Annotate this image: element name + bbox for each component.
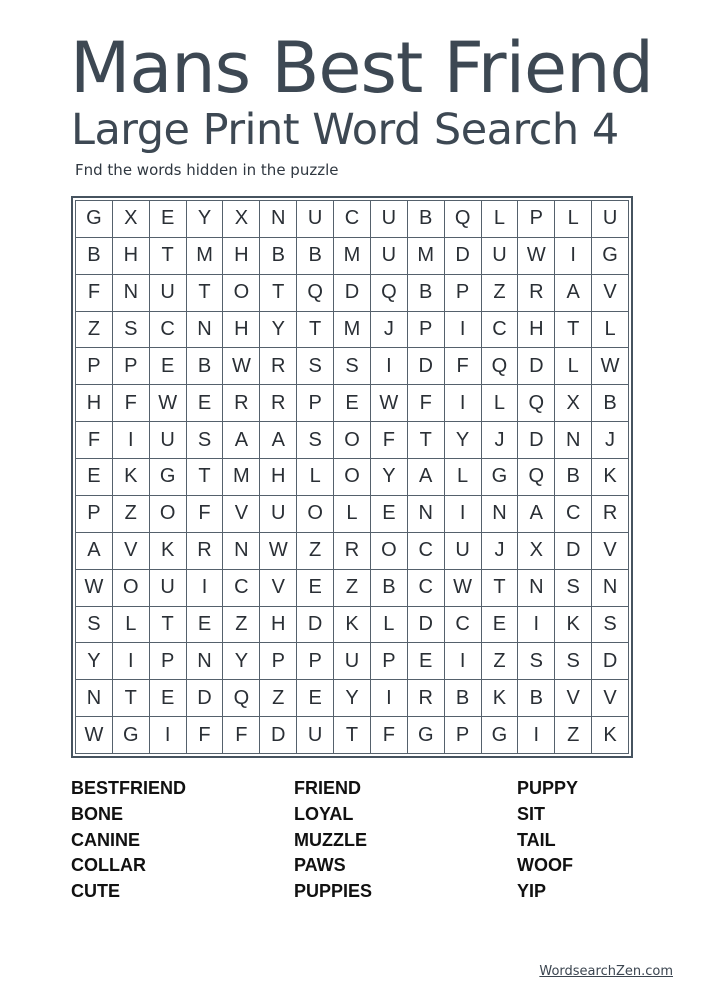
grid-cell[interactable]: G — [150, 459, 187, 496]
grid-cell[interactable]: P — [150, 643, 187, 680]
word-item: WOOF — [517, 855, 573, 876]
grid-cell[interactable]: Q — [371, 275, 408, 312]
grid-cell[interactable]: N — [113, 275, 150, 312]
word-item: SIT — [517, 803, 546, 824]
page-subtitle: Large Print Word Search 4 — [71, 105, 619, 155]
grid-cell[interactable]: P — [76, 496, 113, 533]
grid-cell[interactable]: Y — [334, 680, 371, 717]
grid-cell[interactable]: M — [334, 312, 371, 349]
grid-cell[interactable]: F — [371, 422, 408, 459]
grid-cell[interactable]: W — [223, 348, 260, 385]
grid-cell[interactable]: S — [555, 570, 592, 607]
grid-cell[interactable]: E — [408, 643, 445, 680]
grid-cell[interactable]: J — [592, 422, 629, 459]
grid-cell[interactable]: C — [445, 607, 482, 644]
grid-cell[interactable]: S — [297, 422, 334, 459]
grid-cell[interactable]: V — [223, 496, 260, 533]
grid-cell[interactable]: I — [150, 717, 187, 754]
grid-cell[interactable]: U — [371, 238, 408, 275]
grid-cell[interactable]: H — [260, 607, 297, 644]
grid-cell[interactable]: Z — [334, 570, 371, 607]
grid-cell[interactable]: P — [518, 201, 555, 238]
grid-cell[interactable]: T — [482, 570, 519, 607]
grid-cell[interactable]: N — [592, 570, 629, 607]
grid-cell[interactable]: W — [260, 533, 297, 570]
grid-cell[interactable]: I — [371, 348, 408, 385]
grid-cell[interactable]: M — [334, 238, 371, 275]
grid-cell[interactable]: W — [445, 570, 482, 607]
grid-cell[interactable]: R — [408, 680, 445, 717]
grid-cell[interactable]: C — [150, 312, 187, 349]
grid-cell[interactable]: V — [592, 680, 629, 717]
grid-cell[interactable]: G — [76, 201, 113, 238]
grid-cell[interactable]: Q — [445, 201, 482, 238]
grid-cell[interactable]: Z — [223, 607, 260, 644]
grid-cell[interactable]: U — [334, 643, 371, 680]
grid-cell[interactable]: I — [445, 385, 482, 422]
grid-cell[interactable]: V — [555, 680, 592, 717]
grid-cell[interactable]: S — [334, 348, 371, 385]
grid-cell[interactable]: T — [113, 680, 150, 717]
grid-cell[interactable]: E — [371, 496, 408, 533]
grid-cell[interactable]: V — [113, 533, 150, 570]
grid-cell[interactable]: I — [518, 607, 555, 644]
grid-cell[interactable]: H — [518, 312, 555, 349]
grid-cell[interactable]: R — [223, 385, 260, 422]
grid-cell[interactable]: S — [518, 643, 555, 680]
grid-cell[interactable]: Q — [223, 680, 260, 717]
grid-cell[interactable]: B — [592, 385, 629, 422]
grid-cell[interactable]: K — [113, 459, 150, 496]
grid-cell[interactable]: I — [445, 496, 482, 533]
grid-cell[interactable]: H — [223, 312, 260, 349]
grid-cell[interactable]: E — [297, 680, 334, 717]
grid-cell[interactable]: I — [187, 570, 224, 607]
grid-cell[interactable]: A — [76, 533, 113, 570]
grid-cell[interactable]: T — [260, 275, 297, 312]
grid-cell[interactable]: P — [371, 643, 408, 680]
grid-cell[interactable]: F — [408, 385, 445, 422]
grid-cell[interactable]: K — [592, 717, 629, 754]
grid-cell[interactable]: E — [187, 607, 224, 644]
grid-cell[interactable]: B — [408, 201, 445, 238]
grid-cell[interactable]: N — [260, 201, 297, 238]
grid-cell[interactable]: U — [371, 201, 408, 238]
grid-cell[interactable]: A — [518, 496, 555, 533]
grid-cell[interactable]: L — [482, 385, 519, 422]
grid-cell[interactable]: F — [371, 717, 408, 754]
grid-cell[interactable]: L — [445, 459, 482, 496]
grid-cell[interactable]: Y — [76, 643, 113, 680]
grid-cell[interactable]: S — [297, 348, 334, 385]
word-item: COLLAR — [71, 855, 146, 876]
grid-cell[interactable]: K — [555, 607, 592, 644]
grid-cell[interactable]: N — [187, 643, 224, 680]
grid-cell[interactable]: I — [113, 643, 150, 680]
grid-cell[interactable]: U — [592, 201, 629, 238]
grid-cell[interactable]: B — [76, 238, 113, 275]
grid-cell[interactable]: D — [260, 717, 297, 754]
grid-cell[interactable]: W — [76, 717, 113, 754]
grid-cell[interactable]: B — [445, 680, 482, 717]
grid-cell[interactable]: Q — [482, 348, 519, 385]
grid-cell[interactable]: Z — [482, 643, 519, 680]
grid-cell[interactable]: A — [223, 422, 260, 459]
grid-cell[interactable]: Q — [518, 385, 555, 422]
grid-cell[interactable]: L — [482, 201, 519, 238]
grid-cell[interactable]: Z — [555, 717, 592, 754]
grid-cell[interactable]: L — [555, 201, 592, 238]
grid-cell[interactable]: U — [297, 201, 334, 238]
word-list-column — [517, 776, 631, 905]
grid-cell[interactable]: P — [297, 643, 334, 680]
grid-cell[interactable]: B — [555, 459, 592, 496]
grid-cell[interactable]: Y — [223, 643, 260, 680]
grid-cell[interactable]: G — [592, 238, 629, 275]
grid-cell[interactable]: H — [223, 238, 260, 275]
grid-cell[interactable]: S — [592, 607, 629, 644]
grid-cell[interactable]: E — [150, 201, 187, 238]
grid-cell[interactable]: V — [260, 570, 297, 607]
grid-cell[interactable]: M — [187, 238, 224, 275]
grid-cell[interactable]: T — [150, 607, 187, 644]
word-item: CUTE — [71, 881, 120, 902]
grid-cell[interactable]: X — [518, 533, 555, 570]
grid-cell[interactable]: W — [76, 570, 113, 607]
grid-cell[interactable]: F — [445, 348, 482, 385]
grid-cell[interactable]: E — [150, 680, 187, 717]
grid-cell[interactable]: C — [408, 570, 445, 607]
grid-cell[interactable]: X — [113, 201, 150, 238]
grid-cell[interactable]: C — [482, 312, 519, 349]
grid-cell[interactable]: R — [187, 533, 224, 570]
grid-cell[interactable]: B — [187, 348, 224, 385]
grid-cell[interactable]: P — [76, 348, 113, 385]
grid-cell[interactable]: P — [408, 312, 445, 349]
grid-cell[interactable]: N — [408, 496, 445, 533]
grid-cell[interactable]: D — [518, 422, 555, 459]
grid-cell[interactable]: H — [76, 385, 113, 422]
grid-cell[interactable]: O — [297, 496, 334, 533]
grid-cell[interactable]: I — [371, 680, 408, 717]
grid-cell[interactable]: G — [113, 717, 150, 754]
grid-cell[interactable]: P — [445, 717, 482, 754]
word-item: BESTFRIEND — [71, 778, 187, 798]
puzzle-grid — [75, 200, 629, 754]
grid-cell[interactable]: X — [223, 201, 260, 238]
grid-cell[interactable]: D — [592, 643, 629, 680]
grid-cell[interactable]: K — [482, 680, 519, 717]
grid-cell[interactable]: W — [518, 238, 555, 275]
grid-cell[interactable]: F — [223, 717, 260, 754]
grid-cell[interactable]: B — [408, 275, 445, 312]
grid-cell[interactable]: U — [297, 717, 334, 754]
grid-cell[interactable]: F — [187, 496, 224, 533]
grid-cell[interactable]: L — [334, 496, 371, 533]
grid-cell[interactable]: Y — [187, 201, 224, 238]
grid-cell[interactable]: F — [187, 717, 224, 754]
grid-cell[interactable]: G — [482, 717, 519, 754]
grid-cell[interactable]: C — [408, 533, 445, 570]
grid-cell[interactable]: L — [297, 459, 334, 496]
grid-cell[interactable]: W — [150, 385, 187, 422]
grid-cell[interactable]: H — [113, 238, 150, 275]
grid-cell[interactable]: O — [223, 275, 260, 312]
grid-cell[interactable]: K — [150, 533, 187, 570]
grid-cell[interactable]: L — [371, 607, 408, 644]
grid-cell[interactable]: N — [223, 533, 260, 570]
grid-cell[interactable]: U — [482, 238, 519, 275]
grid-cell[interactable]: N — [76, 680, 113, 717]
grid-cell[interactable]: A — [555, 275, 592, 312]
grid-cell[interactable]: I — [518, 717, 555, 754]
grid-cell[interactable]: V — [592, 533, 629, 570]
grid-cell[interactable]: D — [518, 348, 555, 385]
grid-cell[interactable]: D — [408, 348, 445, 385]
grid-cell[interactable]: W — [592, 348, 629, 385]
grid-cell[interactable]: J — [482, 422, 519, 459]
word-list-column — [71, 776, 294, 905]
grid-cell[interactable]: P — [260, 643, 297, 680]
grid-cell[interactable]: M — [223, 459, 260, 496]
grid-cell[interactable]: N — [518, 570, 555, 607]
grid-cell[interactable]: Q — [297, 275, 334, 312]
grid-cell[interactable]: R — [260, 348, 297, 385]
grid-cell[interactable]: Z — [113, 496, 150, 533]
grid-cell[interactable]: P — [445, 275, 482, 312]
grid-cell[interactable]: C — [223, 570, 260, 607]
grid-cell[interactable]: C — [334, 201, 371, 238]
grid-cell[interactable]: P — [297, 385, 334, 422]
grid-cell[interactable]: A — [408, 459, 445, 496]
grid-cell[interactable]: R — [518, 275, 555, 312]
grid-cell[interactable]: J — [371, 312, 408, 349]
grid-cell[interactable]: T — [334, 717, 371, 754]
word-item: PUPPY — [517, 778, 579, 798]
grid-cell[interactable]: X — [555, 385, 592, 422]
grid-cell[interactable]: D — [445, 238, 482, 275]
grid-cell[interactable]: D — [187, 680, 224, 717]
grid-cell[interactable]: Y — [371, 459, 408, 496]
grid-cell[interactable]: N — [555, 422, 592, 459]
grid-cell[interactable]: P — [113, 348, 150, 385]
grid-cell[interactable]: O — [113, 570, 150, 607]
grid-cell[interactable]: V — [592, 275, 629, 312]
grid-cell[interactable]: Y — [260, 312, 297, 349]
grid-cell[interactable]: N — [187, 312, 224, 349]
grid-cell[interactable]: I — [445, 312, 482, 349]
grid-cell[interactable]: E — [482, 607, 519, 644]
word-item: PAWS — [294, 855, 346, 876]
grid-cell[interactable]: U — [445, 533, 482, 570]
grid-cell[interactable]: Z — [297, 533, 334, 570]
grid-cell[interactable]: G — [408, 717, 445, 754]
grid-cell[interactable]: E — [76, 459, 113, 496]
grid-cell[interactable]: T — [187, 275, 224, 312]
grid-cell[interactable]: L — [592, 312, 629, 349]
word-item: BONE — [71, 803, 124, 824]
site-link[interactable]: WordsearchZen.com — [539, 964, 673, 979]
page-title: Mans Best Friend — [70, 27, 653, 109]
grid-cell[interactable]: O — [150, 496, 187, 533]
grid-cell[interactable]: U — [150, 275, 187, 312]
grid-cell[interactable]: I — [555, 238, 592, 275]
grid-cell[interactable]: S — [113, 312, 150, 349]
grid-cell[interactable]: D — [408, 607, 445, 644]
grid-cell[interactable]: F — [113, 385, 150, 422]
grid-cell[interactable]: K — [592, 459, 629, 496]
grid-cell[interactable]: H — [260, 459, 297, 496]
word-item: YIP — [517, 881, 547, 902]
grid-cell[interactable]: B — [260, 238, 297, 275]
grid-cell[interactable]: M — [408, 238, 445, 275]
word-item: CANINE — [71, 829, 141, 850]
grid-cell[interactable]: D — [555, 533, 592, 570]
word-item: LOYAL — [294, 803, 354, 824]
grid-cell[interactable]: Y — [445, 422, 482, 459]
grid-cell[interactable]: I — [113, 422, 150, 459]
grid-cell[interactable]: T — [150, 238, 187, 275]
grid-cell[interactable]: G — [482, 459, 519, 496]
grid-cell[interactable]: D — [334, 275, 371, 312]
grid-cell[interactable]: C — [555, 496, 592, 533]
grid-cell[interactable]: B — [518, 680, 555, 717]
grid-cell[interactable]: L — [113, 607, 150, 644]
grid-cell[interactable]: F — [76, 275, 113, 312]
grid-cell[interactable]: D — [297, 607, 334, 644]
grid-cell[interactable]: B — [371, 570, 408, 607]
grid-cell[interactable]: U — [260, 496, 297, 533]
grid-cell[interactable]: Z — [482, 275, 519, 312]
grid-cell[interactable]: S — [187, 422, 224, 459]
grid-cell[interactable]: R — [334, 533, 371, 570]
grid-cell[interactable]: E — [150, 348, 187, 385]
grid-cell[interactable]: U — [150, 422, 187, 459]
grid-cell[interactable]: R — [260, 385, 297, 422]
grid-cell[interactable]: W — [371, 385, 408, 422]
instructions-text: Fnd the words hidden in the puzzle — [75, 161, 339, 179]
grid-cell[interactable]: R — [592, 496, 629, 533]
grid-cell[interactable]: L — [555, 348, 592, 385]
grid-cell[interactable]: E — [187, 385, 224, 422]
word-item: MUZZLE — [294, 829, 367, 850]
grid-cell[interactable]: S — [76, 607, 113, 644]
word-item: FRIEND — [294, 778, 361, 798]
grid-cell[interactable]: O — [334, 459, 371, 496]
grid-cell[interactable]: J — [482, 533, 519, 570]
grid-cell[interactable]: T — [187, 459, 224, 496]
grid-cell[interactable]: A — [260, 422, 297, 459]
word-list — [71, 776, 631, 905]
grid-cell[interactable]: K — [334, 607, 371, 644]
grid-cell[interactable]: Z — [260, 680, 297, 717]
word-list-column — [294, 776, 517, 905]
grid-cell[interactable]: N — [482, 496, 519, 533]
grid-cell[interactable]: S — [555, 643, 592, 680]
word-item: TAIL — [517, 829, 556, 850]
word-item: PUPPIES — [294, 881, 373, 902]
puzzle-frame — [71, 196, 633, 758]
grid-cell[interactable]: E — [334, 385, 371, 422]
grid-cell[interactable]: O — [371, 533, 408, 570]
grid-cell[interactable]: U — [150, 570, 187, 607]
grid-cell[interactable]: T — [555, 312, 592, 349]
grid-cell[interactable]: F — [76, 422, 113, 459]
grid-cell[interactable]: I — [445, 643, 482, 680]
grid-cell[interactable]: Q — [518, 459, 555, 496]
grid-cell[interactable]: B — [297, 238, 334, 275]
grid-cell[interactable]: E — [297, 570, 334, 607]
grid-cell[interactable]: Z — [76, 312, 113, 349]
grid-cell[interactable]: T — [408, 422, 445, 459]
grid-cell[interactable]: T — [297, 312, 334, 349]
grid-cell[interactable]: O — [334, 422, 371, 459]
